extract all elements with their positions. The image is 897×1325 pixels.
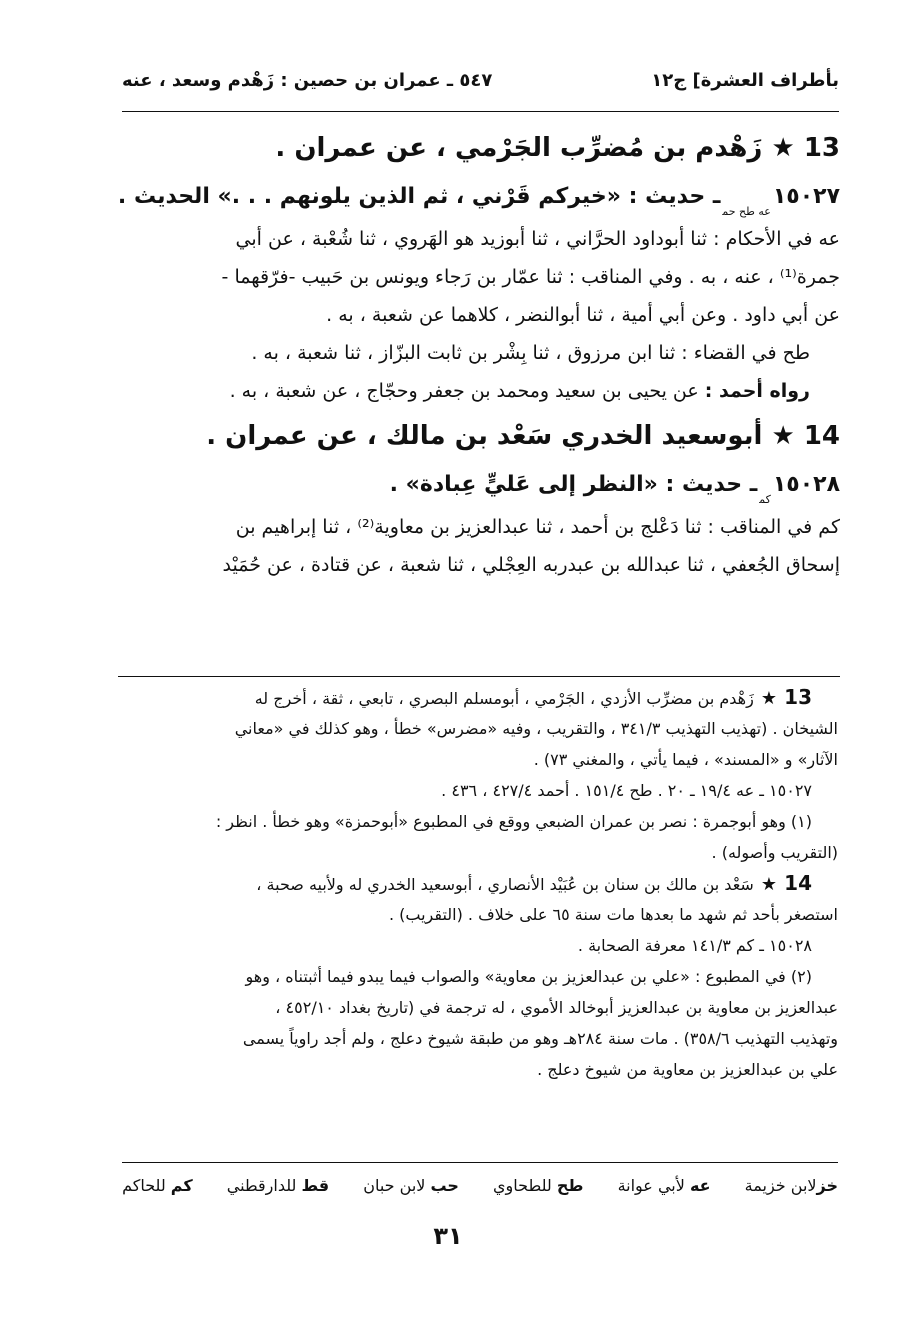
hadith-text: ـ حديث : «خيركم قَرْني ، ثم الذين يلونهم . . .» الحديث . (118, 184, 721, 209)
note-1-line: (التقريب وأصوله) . (711, 843, 838, 862)
ahmad-line (118, 372, 840, 410)
legend-divider (122, 1162, 838, 1163)
hadith-sigla: كم (759, 493, 771, 506)
note-number: 13 (784, 685, 812, 709)
text-line: إسحاق الجُعفي ، ثنا عبدالله بن عبدربه العِجْلي ، ثنا شعبة ، عن قتادة ، عن حُمَيْد (222, 554, 840, 576)
footnotes (122, 682, 838, 1085)
hadith-15028-heading (118, 462, 840, 508)
legend-item: طح للطحاوي (493, 1175, 584, 1195)
entry-number: 14 (803, 421, 840, 451)
header-divider (122, 111, 839, 112)
entry-text: زَهْدم بن مُضرِّب الجَرْمي ، عن عمران . (275, 133, 763, 163)
abbreviation-legend (122, 1168, 838, 1202)
header-section-title: ٥٤٧ ـ عمران بن حصين : زَهْدم وسعد ، عنه (122, 69, 493, 91)
text-line: عن أبي داود . وعن أبي أمية ، ثنا أبوالنضر ، كلاهما عن شعبة ، به . (326, 304, 840, 326)
footnote-divider (118, 676, 840, 677)
note-13-line: الشيخان . (تهذيب التهذيب ٣٤١/٣ ، والتقريب ، وفيه «مضرس» خطأ ، وهو كذلك في «معاني (234, 719, 838, 738)
note-text: زَهْدم بن مضرِّب الأزدي ، الجَرْمي ، أبومسلم البصري ، تابعي ، ثقة ، أخرج له (254, 689, 754, 708)
note-13-line (122, 682, 838, 713)
note-2-line: (٢) في المطبوع : «علي بن عبدالعزيز بن معاوية» والصواب فيما يبدو فيما أثبتناه ، وهو (245, 967, 812, 986)
note-text: سَعْد بن مالك بن سنان بن عُبَيْد الأنصاري ، أبوسعيد الخدري له ولأبيه صحبة ، (256, 875, 754, 894)
legend-item: خزلابن خزيمة (744, 1175, 838, 1195)
text-line: طح في القضاء : ثنا ابن مرزوق ، ثنا بِشْر بن ثابت البزّاز ، ثنا شعبة ، به . (251, 342, 810, 364)
reference-15028: ١٥٠٢٨ ـ كم ١٤١/٣ معرفة الصحابة . (577, 936, 812, 955)
hadith-text: ـ حديث : «النظر إلى عَليٍّ عِبادة» . (389, 472, 758, 497)
hadith-number: ١٥٠٢٧ (772, 184, 840, 209)
star-icon: ★ (760, 874, 778, 895)
text-line: جمرة⁽¹⁾ ، عنه ، به . وفي المناقب : ثنا عمّار بن رَجاء ويونس بن حَبيب -فرّقهما - (221, 266, 840, 288)
entry-13-heading (118, 122, 840, 174)
text-line: عه في الأحكام : ثنا أبوداود الحرَّاني ، ثنا أبوزيد هو الهَروي ، ثنا شُعْبة ، عن أبي (235, 228, 840, 250)
legend-item: قط للدارقطني (226, 1175, 330, 1195)
text-line: كم في المناقب : ثنا دَعْلج بن أحمد ، ثنا عبدالعزيز بن معاوية⁽²⁾ ، ثنا إبراهيم بن (235, 516, 840, 538)
main-text (118, 122, 840, 584)
note-2-line: عبدالعزيز بن معاوية بن عبدالعزيز أبوخالد الأموي ، له ترجمة في (تاريخ بغداد ٤٥٢/١٠ ، (275, 998, 838, 1017)
note-14-line: استصغر بأحد ثم شهد ما بعدها مات سنة ٦٥ على خلاف . (التقريب) . (388, 905, 838, 924)
star-icon: ★ (760, 688, 778, 709)
note-1-line: (١) وهو أبوجمرة : نصر بن عمران الضبعي ووقع في المطبوع «أبوحمزة» وهو خطأ . انظر : (215, 812, 812, 831)
note-2-line: وتهذيب التهذيب ٣٥٨/٦) . مات سنة ٢٨٤هـ وهو من طبقة شيوخ دعلج ، ولم أجد راوياً يسمى (242, 1029, 838, 1048)
ahmad-label: رواه أحمد : (704, 380, 810, 402)
ahmad-text: عن يحيى بن سعيد ومحمد بن جعفر وحجّاج ، عن شعبة ، به . (229, 380, 699, 402)
note-number: 14 (784, 871, 812, 895)
entry-14-heading (118, 410, 840, 462)
reference-15027: ١٥٠٢٧ ـ عه ١٩/٤ ـ ٢٠ . طح ١٥١/٤ . أحمد ٤٢٧/٤ ، ٤٣٦ . (441, 781, 812, 800)
hadith-sigla: عه طح حم (722, 205, 771, 218)
note-14-line (122, 868, 838, 899)
hadith-number: ١٥٠٢٨ (772, 472, 840, 497)
star-icon: ★ (771, 133, 795, 163)
note-13-line: الآثار» و «المسند» ، فيما يأتي ، والمغني ٧٣) . (533, 750, 838, 769)
legend-item: كم للحاكم (122, 1175, 193, 1195)
hadith-15027-heading (118, 174, 840, 220)
running-header (122, 62, 839, 98)
entry-text: أبوسعيد الخدري سَعْد بن مالك ، عن عمران . (206, 421, 763, 451)
page-number: ٣١ (433, 1222, 463, 1250)
entry-number: 13 (803, 133, 840, 163)
header-book-volume: بأطراف العشرة] ج١٢ (651, 69, 839, 91)
legend-item: عه لأبي عوانة (617, 1175, 711, 1195)
legend-item: حب لابن حبان (363, 1175, 459, 1195)
note-2-line: علي بن عبدالعزيز بن معاوية من شيوخ دعلج . (537, 1060, 838, 1079)
star-icon: ★ (771, 421, 795, 451)
